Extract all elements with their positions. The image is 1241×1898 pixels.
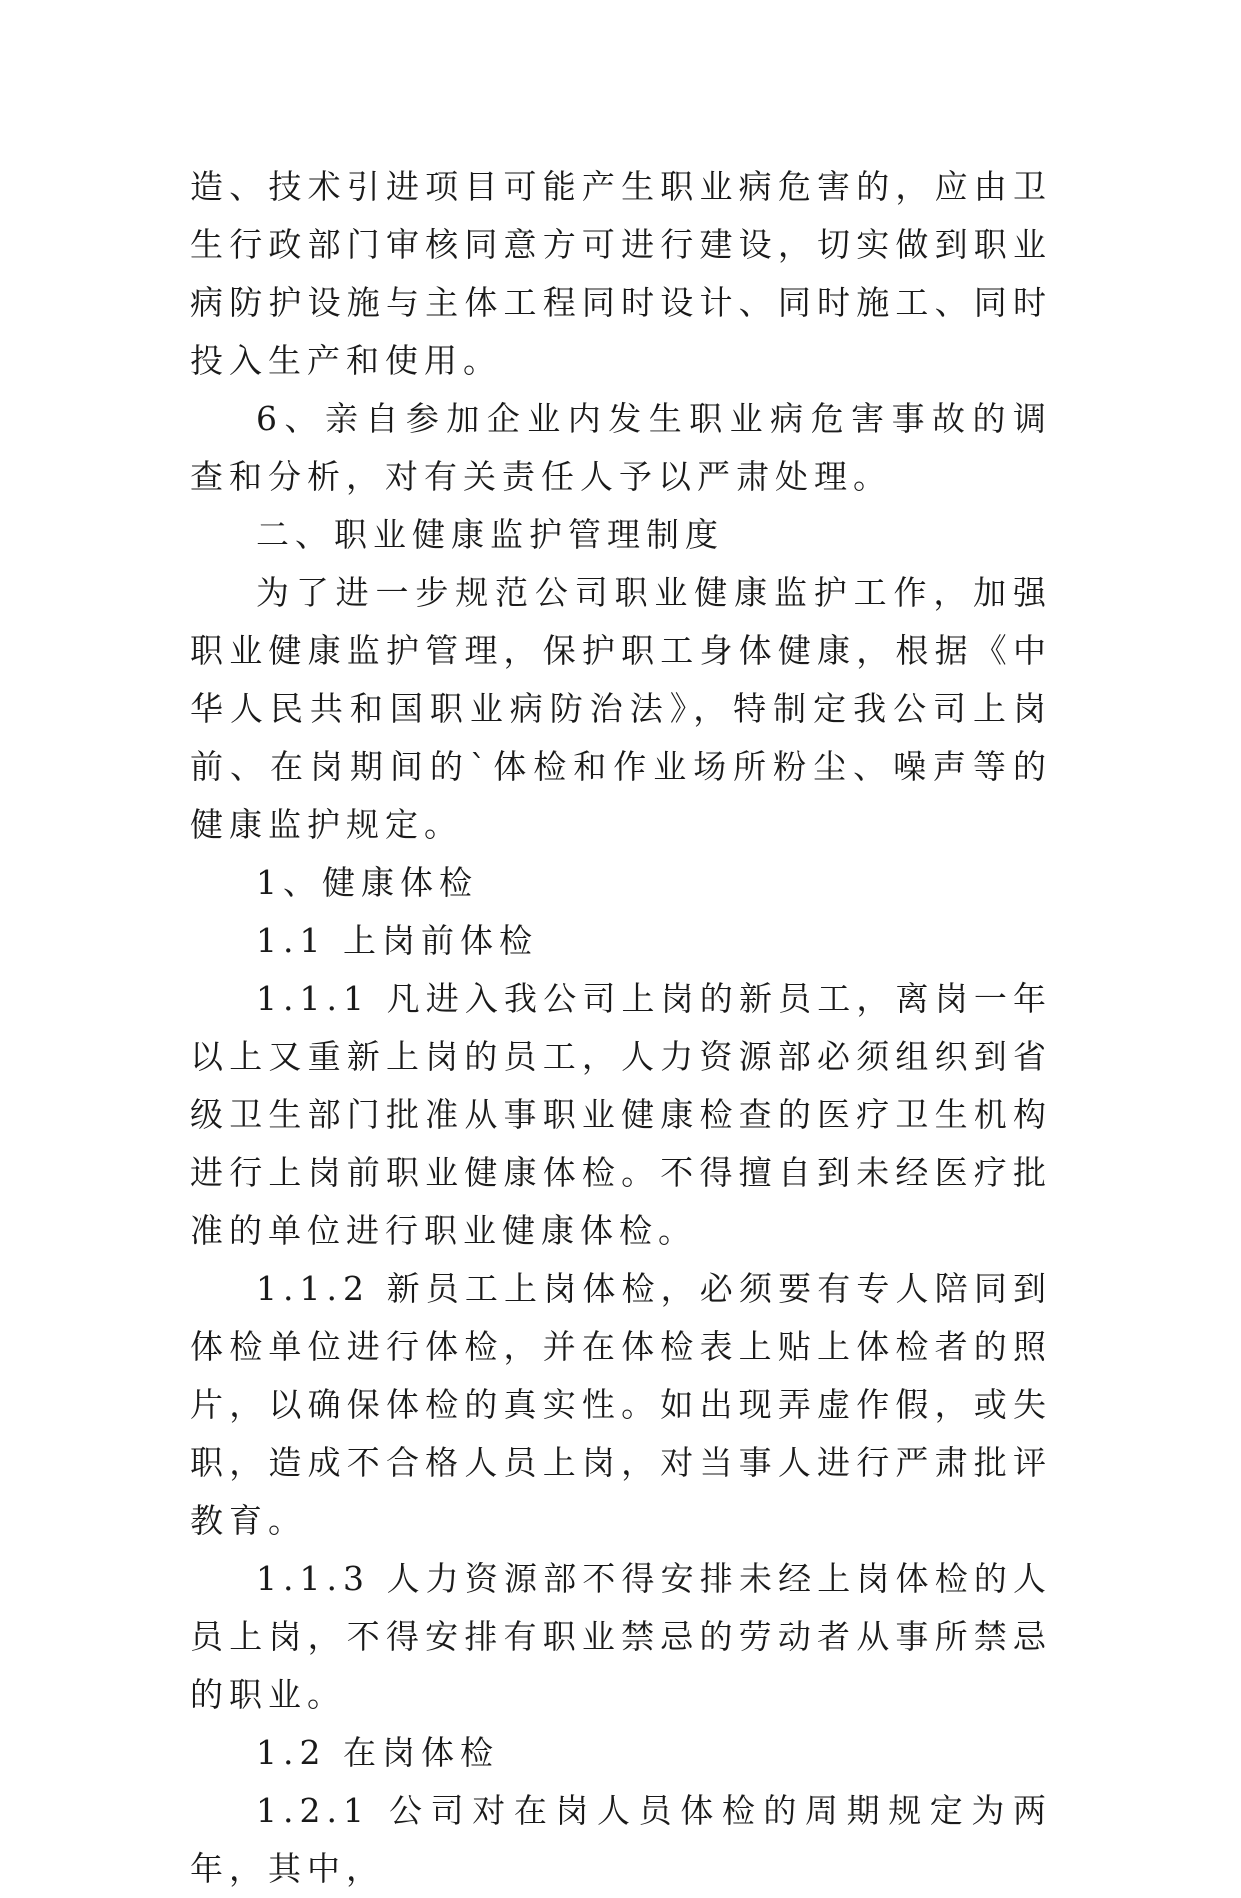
section-heading: 二、职业健康监护管理制度 <box>256 515 724 554</box>
paragraph-continuation: 造、技术引进项目可能产生职业病危害的，应由卫生行政部门审核同意方可进行建设，切实做到职业病防护设施与主体工程同时设计、同时施工、同时投入生产和使用。 <box>190 167 1052 380</box>
paragraph-1-1-3: 1.1.3 人力资源部不得安排未经上岗体检的人员上岗，不得安排有职业禁忌的劳动者从事所禁忌的职业。 <box>190 1559 1052 1714</box>
paragraph-intro: 为了进一步规范公司职业健康监护工作，加强职业健康监护管理，保护职工身体健康，根据《中华人民共和国职业病防治法》，特制定我公司上岗前、在岗期间的`体检和作业场所粉尘、噪声等的健康监护规定。 <box>190 573 1052 844</box>
paragraph-1-1-2: 1.1.2 新员工上岗体检，必须要有专人陪同到体检单位进行体检，并在体检表上贴上体检者的照片，以确保体检的真实性。如出现弄虚作假，或失职，造成不合格人员上岗，对当事人进行严肃批评教育。 <box>190 1269 1052 1540</box>
subheading-pre-job-exam: 1.1 上岗前体检 <box>256 921 538 960</box>
paragraph-item-6: 6、亲自参加企业内发生职业病危害事故的调查和分析，对有关责任人予以严肃处理。 <box>190 399 1052 496</box>
subheading-on-job-exam: 1.2 在岗体检 <box>256 1733 499 1772</box>
document-body <box>190 158 1052 1898</box>
paragraph-1-1-1: 1.1.1 凡进入我公司上岗的新员工，离岗一年以上又重新上岗的员工，人力资源部必须组织到省级卫生部门批准从事职业健康检查的医疗卫生机构进行上岗前职业健康体检。不得擅自到未经医疗批准的单位进行职业健康体检。 <box>190 979 1052 1250</box>
paragraph-1-2-1: 1.2.1 公司对在岗人员体检的周期规定为两年，其中， <box>190 1791 1052 1888</box>
subheading-health-exam: 1、健康体检 <box>256 863 478 902</box>
